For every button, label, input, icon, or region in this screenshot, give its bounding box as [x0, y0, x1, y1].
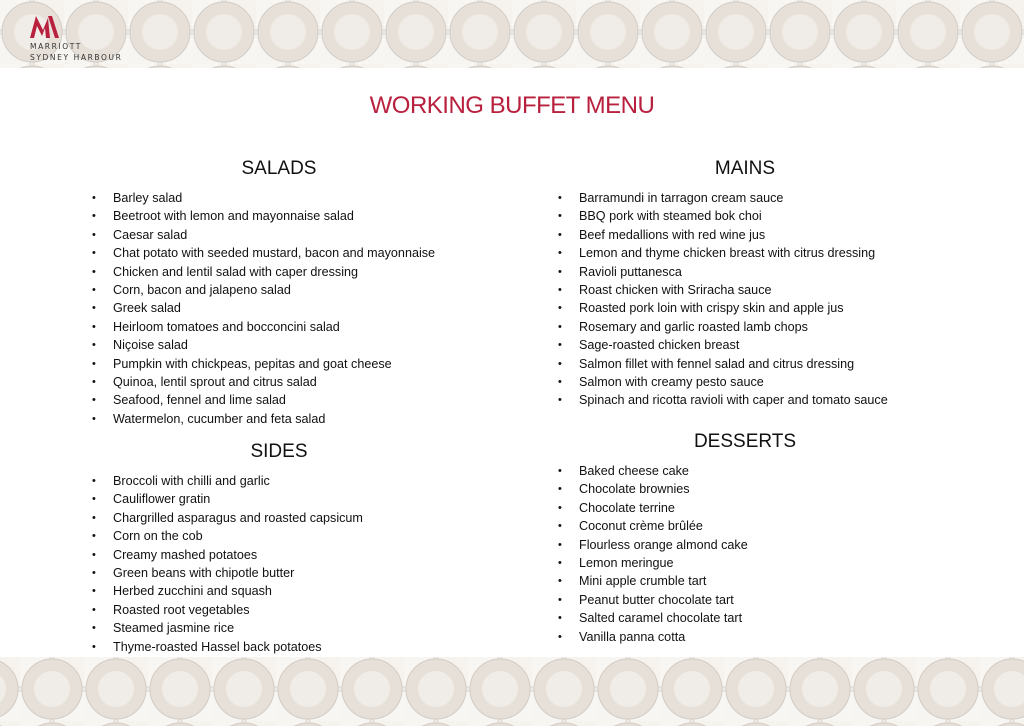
menu-item: • Cauliflower gratin — [92, 490, 466, 508]
sides-list — [92, 472, 466, 656]
menu-item: • Creamy mashed potatoes — [92, 546, 466, 564]
marble-pattern-bottom — [0, 657, 1024, 726]
menu-item: • Lemon and thyme chicken breast with citrus dressing — [558, 244, 932, 262]
menu-item: • Chat potato with seeded mustard, bacon and mayonnaise — [92, 244, 466, 262]
menu-item: • Watermelon, cucumber and feta salad — [92, 410, 466, 428]
desserts-list — [558, 462, 932, 646]
marriott-logo — [28, 12, 138, 62]
sides-heading: SIDES — [250, 441, 308, 462]
marble-pattern-top — [0, 0, 1024, 68]
menu-item: • Roasted root vegetables — [92, 601, 466, 619]
menu-item: • Green beans with chipotle butter — [92, 564, 466, 582]
menu-item: • Chocolate brownies — [558, 480, 932, 498]
menu-item: • Barramundi in tarragon cream sauce — [558, 189, 932, 207]
mains-section — [558, 155, 932, 410]
menu-item: • Roast chicken with Sriracha sauce — [558, 281, 932, 299]
brand-name: MARRIOTT — [30, 42, 82, 51]
menu-item: • Barley salad — [92, 189, 466, 207]
menu-item: • Peanut butter chocolate tart — [558, 591, 932, 609]
menu-item: • Caesar salad — [92, 226, 466, 244]
menu-item: • Beef medallions with red wine jus — [558, 226, 932, 244]
menu-item: • Herbed zucchini and squash — [92, 582, 466, 600]
salads-section — [92, 155, 466, 428]
salads-list — [92, 189, 466, 428]
menu-item: • Ravioli puttanesca — [558, 263, 932, 281]
menu-item: • Chocolate terrine — [558, 499, 932, 517]
brand-location: SYDNEY HARBOUR — [30, 53, 123, 62]
menu-item: • Pumpkin with chickpeas, pepitas and goat cheese — [92, 355, 466, 373]
sides-section — [92, 438, 466, 656]
desserts-section — [558, 428, 932, 646]
salads-heading: SALADS — [241, 158, 317, 179]
menu-item: • Lemon meringue — [558, 554, 932, 572]
decorative-footer-pattern — [0, 657, 1024, 726]
menu-item: • Seafood, fennel and lime salad — [92, 391, 466, 409]
menu-item: • Broccoli with chilli and garlic — [92, 472, 466, 490]
menu-item: • BBQ pork with steamed bok choi — [558, 207, 932, 225]
menu-item: • Steamed jasmine rice — [92, 619, 466, 637]
menu-item: • Rosemary and garlic roasted lamb chops — [558, 318, 932, 336]
menu-item: • Corn on the cob — [92, 527, 466, 545]
menu-item: • Baked cheese cake — [558, 462, 932, 480]
menu-item: • Chargrilled asparagus and roasted capsicum — [92, 509, 466, 527]
menu-item: • Beetroot with lemon and mayonnaise salad — [92, 207, 466, 225]
mains-heading: MAINS — [714, 158, 776, 179]
menu-item: • Mini apple crumble tart — [558, 572, 932, 590]
decorative-header-pattern — [0, 0, 1024, 68]
menu-item: • Roasted pork loin with crispy skin and apple jus — [558, 299, 932, 317]
menu-item: • Heirloom tomatoes and bocconcini salad — [92, 318, 466, 336]
menu-item: • Chicken and lentil salad with caper dressing — [92, 263, 466, 281]
menu-item: • Coconut crème brûlée — [558, 517, 932, 535]
menu-item: • Flourless orange almond cake — [558, 536, 932, 554]
menu-item: • Niçoise salad — [92, 336, 466, 354]
desserts-heading: DESSERTS — [693, 431, 797, 452]
menu-item: • Salmon fillet with fennel salad and citrus dressing — [558, 355, 932, 373]
menu-item: • Salted caramel chocolate tart — [558, 609, 932, 627]
menu-item: • Thyme-roasted Hassel back potatoes — [92, 638, 466, 656]
menu-item: • Corn, bacon and jalapeno salad — [92, 281, 466, 299]
marriott-m-icon — [28, 12, 62, 40]
menu-item: • Sage-roasted chicken breast — [558, 336, 932, 354]
mains-list — [558, 189, 932, 410]
page-title: WORKING BUFFET MENU — [369, 92, 655, 119]
menu-item: • Greek salad — [92, 299, 466, 317]
menu-item: • Salmon with creamy pesto sauce — [558, 373, 932, 391]
menu-item: • Quinoa, lentil sprout and citrus salad — [92, 373, 466, 391]
menu-item: • Spinach and ricotta ravioli with caper and tomato sauce — [558, 391, 932, 409]
menu-item: • Vanilla panna cotta — [558, 628, 932, 646]
